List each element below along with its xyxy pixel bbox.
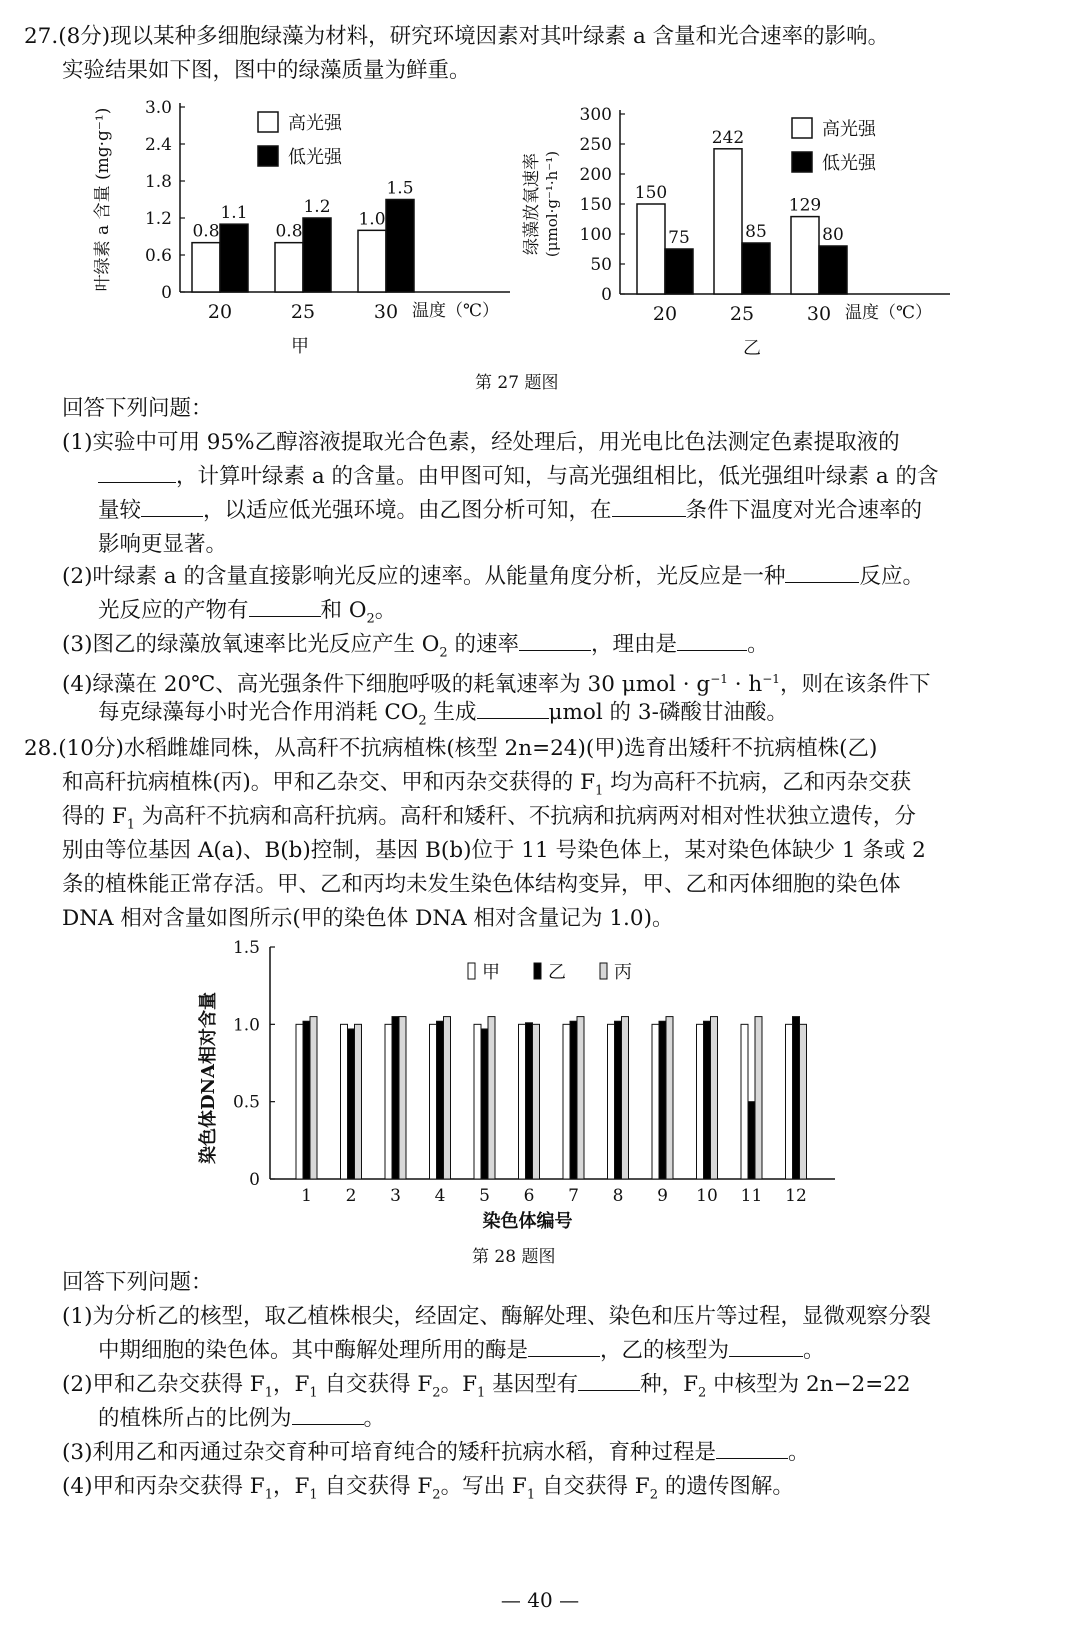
bar	[577, 1017, 584, 1179]
bar	[697, 1024, 704, 1179]
legend-label: 低光强	[822, 153, 876, 174]
y-tick-label: 0	[161, 283, 172, 303]
x-tick-label: 5	[479, 1186, 490, 1206]
q28-line1: 28.(10分)水稻雌雄同株，从高秆不抗病植株(核型 2n=24)(甲)选育出矮秆不抗病植株(乙)	[24, 736, 878, 761]
y-tick-label: 1.2	[144, 209, 172, 229]
q27-p4-text: 每克绿藻每小时光合作用消耗 CO	[98, 700, 419, 725]
answer-blank[interactable]	[716, 1438, 788, 1459]
y-tick-label: 200	[579, 165, 612, 185]
superscript: −1	[762, 672, 780, 686]
q27-figure-caption: 第 27 题图	[475, 373, 559, 393]
subscript: 1	[309, 1487, 318, 1503]
y-tick-label: 0	[249, 1170, 260, 1190]
answer-blank[interactable]	[677, 630, 747, 651]
chart-label: 乙	[743, 338, 761, 359]
subscript: 1	[309, 1385, 318, 1401]
page-number: — 40 —	[500, 1588, 580, 1612]
answer-blank[interactable]	[785, 562, 859, 583]
answer-blank[interactable]	[98, 462, 176, 483]
subscript: 2	[439, 645, 448, 661]
q27-intro-line1: 27.(8分)现以某种多细胞绿藻为材料，研究环境因素对其叶绿素 a 含量和光合速率的影响。	[24, 24, 890, 49]
q27-p2-text: 。	[374, 598, 397, 623]
q28-p4-text: 自交获得 F	[317, 1474, 433, 1499]
answer-blank[interactable]	[141, 496, 203, 517]
answer-blank[interactable]	[612, 496, 686, 517]
q28-p1-line2	[98, 1336, 825, 1366]
bar	[659, 1021, 666, 1179]
q28-p4-text: (4)甲和丙杂交获得 F	[62, 1474, 265, 1499]
bar	[793, 1017, 800, 1179]
legend-label: 甲	[482, 962, 500, 983]
y-tick-label: 50	[590, 255, 612, 275]
q27-answer-header: 回答下列问题：	[62, 396, 213, 421]
q28-p1-text: ，乙的核型为	[600, 1338, 730, 1363]
subscript: 1	[126, 817, 136, 833]
data-label: 0.8	[275, 221, 303, 242]
bar	[296, 1024, 303, 1179]
q27-p2-text: (2)叶绿素 a 的含量直接影响光反应的速率。从能量角度分析，光反应是一种	[62, 564, 786, 589]
q28-line6: DNA 相对含量如图所示(甲的染色体 DNA 相对含量记为 1.0)。	[62, 906, 674, 931]
x-tick-label: 12	[785, 1186, 807, 1206]
q28-text: 为高秆不抗病和高秆抗病。高秆和矮秆、不抗病和抗病两对相对性状独立遗传，分	[135, 804, 916, 829]
q28-line5: 条的植株能正常存活。甲、乙和丙均未发生染色体结构变异，甲、乙和丙体细胞的染色体	[62, 872, 901, 897]
bar	[399, 1017, 406, 1179]
y-tick-label: 0.6	[144, 246, 172, 266]
legend-label: 低光强	[288, 147, 342, 168]
x-axis-label: 温度（℃）	[845, 303, 933, 323]
legend-label: 丙	[614, 962, 632, 983]
bar	[341, 1024, 348, 1179]
q28-p1-text: 。	[803, 1338, 825, 1363]
q28-p1-text: 中期细胞的染色体。其中酶解处理所用的酶是	[98, 1338, 529, 1363]
y-axis-label: 叶绿素 a 含量 (mg·g⁻¹)	[93, 107, 113, 292]
q28-p2-text: 自交获得 F	[317, 1372, 433, 1397]
legend-swatch	[600, 963, 607, 979]
data-label: 1.2	[303, 197, 331, 217]
q28-p2-line1	[62, 1370, 911, 1408]
q28-p2-text: (2)甲和乙杂交获得 F	[62, 1372, 265, 1397]
answer-blank[interactable]	[477, 698, 549, 719]
bar	[481, 1029, 488, 1179]
q28-p4-text: 自交获得 F	[535, 1474, 650, 1499]
answer-blank[interactable]	[292, 1404, 364, 1425]
bar	[622, 1017, 629, 1179]
bar	[355, 1024, 362, 1179]
data-label: 0.8	[192, 221, 220, 242]
q28-p2-text: 基因型有	[485, 1372, 579, 1397]
bar	[791, 217, 819, 294]
q28-p3-text: (3)利用乙和丙通过杂交育种可培育纯合的矮秆抗病水稻，育种过程是	[62, 1440, 716, 1465]
q27-p2-text: 光反应的产物有	[98, 598, 249, 623]
q27-p1-line4: 影响更显著。	[98, 532, 228, 557]
q28-line2	[62, 768, 911, 806]
subscript: 1	[264, 1487, 273, 1503]
q28-p2-text: 。F	[440, 1372, 477, 1397]
q27-p1-text: ，以适应低光强环境。由乙图分析可知，在	[203, 498, 612, 523]
x-tick-label: 20	[207, 301, 233, 323]
q28-p4-text: 的遗传图解。	[658, 1474, 794, 1499]
q27-p4-line2	[98, 698, 788, 736]
y-tick-label: 250	[579, 135, 612, 155]
data-label: 1.1	[220, 203, 248, 224]
subscript: 2	[698, 1385, 707, 1401]
legend-label: 高光强	[822, 119, 876, 140]
bar	[665, 249, 693, 294]
q28-p2-text: 的植株所占的比例为	[98, 1406, 292, 1431]
q27-p4-text: ，则在该条件下	[779, 672, 931, 698]
answer-blank[interactable]	[729, 1336, 803, 1357]
bar	[637, 204, 665, 294]
q27-p4-text: (4)绿藻在 20℃、高光强条件下细胞呼吸的耗氧速率为 30 μmol · g	[62, 672, 711, 698]
q27-p1-text: ，计算叶绿素 a 的含量。由甲图可知，与高光强组相比，低光强组叶绿素 a 的含	[176, 464, 939, 489]
bar	[474, 1024, 481, 1179]
legend-swatch	[534, 963, 541, 979]
q28-p4-text: 。写出 F	[440, 1474, 527, 1499]
q27-p2-line1	[62, 562, 924, 592]
x-tick-label: 7	[568, 1186, 579, 1206]
y-tick-label: 1.8	[144, 172, 172, 192]
chart-yi	[515, 92, 975, 372]
y-axis-unit-label: (μmol·g⁻¹·h⁻¹)	[543, 150, 561, 258]
q28-text: 均为高秆不抗病，乙和丙杂交获	[603, 770, 912, 795]
q28-p3-line1	[62, 1438, 809, 1468]
q27-p3-text: ，理由是	[591, 632, 678, 657]
q27-p1-text: 量较	[98, 498, 142, 523]
subscript: 1	[477, 1385, 486, 1401]
y-tick-label: 1.5	[232, 938, 260, 958]
bar	[526, 1023, 533, 1179]
data-label: 85	[745, 222, 767, 242]
data-label: 75	[668, 228, 690, 248]
x-tick-label: 4	[434, 1186, 446, 1206]
x-tick-label: 25	[290, 301, 316, 323]
legend-swatch	[258, 112, 278, 132]
data-label: 129	[788, 195, 822, 216]
q28-p2-text: 。	[363, 1406, 386, 1431]
q27-p1-line1: (1)实验中可用 95%乙醇溶液提取光合色素，经处理后，用光电比色法测定色素提取液的	[62, 430, 900, 455]
subscript: 2	[366, 611, 375, 627]
answer-blank[interactable]	[578, 1370, 640, 1391]
bar	[819, 246, 847, 294]
answer-blank[interactable]	[528, 1336, 600, 1357]
y-tick-label: 150	[579, 195, 612, 215]
x-tick-label: 2	[345, 1186, 357, 1206]
y-tick-label: 2.4	[144, 135, 172, 155]
x-tick-label: 8	[612, 1186, 624, 1206]
q27-p1-text: 条件下温度对光合速率的	[685, 498, 923, 523]
x-tick-label: 11	[740, 1186, 763, 1206]
legend-swatch	[792, 118, 812, 138]
y-axis-label: 绿藻放氧速率	[522, 153, 542, 255]
data-label: 242	[711, 127, 745, 148]
bar	[303, 218, 331, 292]
q28-p4-text: ，F	[273, 1474, 310, 1499]
bar	[444, 1017, 451, 1179]
bar	[800, 1024, 807, 1179]
q27-p1-line3	[98, 496, 922, 526]
q28-line3	[62, 802, 916, 840]
bar	[220, 224, 248, 292]
q28-p2-line2	[98, 1404, 385, 1434]
bar	[704, 1021, 711, 1179]
x-tick-label: 30	[806, 303, 832, 325]
y-tick-label: 0.5	[232, 1092, 260, 1113]
bar	[748, 1102, 755, 1179]
chart-label: 甲	[291, 336, 309, 357]
q27-p2-line2	[98, 596, 396, 634]
x-tick-label: 6	[523, 1186, 535, 1206]
superscript: −1	[710, 672, 728, 686]
data-label: 150	[634, 183, 668, 203]
q28-p3-text: 。	[787, 1440, 810, 1465]
data-label: 1.0	[358, 209, 386, 230]
x-tick-label: 25	[729, 303, 755, 325]
subscript: 2	[649, 1487, 658, 1503]
answer-blank[interactable]	[249, 596, 321, 617]
q27-p1-line2	[98, 462, 938, 492]
subscript: 1	[264, 1385, 273, 1401]
data-label: 1.5	[386, 178, 414, 199]
bar	[386, 200, 414, 293]
data-label: 80	[822, 225, 844, 245]
q28-text: 得的 F	[62, 804, 127, 829]
bar	[608, 1024, 615, 1179]
bar	[192, 243, 220, 292]
x-axis-label: 染色体编号	[482, 1211, 573, 1232]
bar	[488, 1017, 495, 1179]
q28-figure-caption: 第 28 题图	[472, 1247, 556, 1267]
y-tick-label: 1.0	[232, 1015, 260, 1036]
subscript: 2	[432, 1487, 441, 1503]
y-tick-label: 100	[579, 225, 612, 245]
subscript: 1	[526, 1487, 536, 1503]
bar	[786, 1024, 793, 1179]
x-tick-label: 20	[652, 303, 678, 325]
bar	[303, 1021, 310, 1179]
q28-line4: 别由等位基因 A(a)、B(b)控制，基因 B(b)位于 11 号染色体上，某对染色体缺少 1 条或 2	[62, 838, 926, 863]
chart-chromosome-dna	[190, 935, 890, 1235]
bar	[615, 1021, 622, 1179]
bar	[519, 1024, 526, 1179]
y-tick-label: 3.0	[144, 98, 172, 118]
bar	[392, 1017, 399, 1179]
x-tick-label: 3	[390, 1186, 401, 1206]
q28-p2-text: ，F	[273, 1372, 310, 1397]
bar	[533, 1024, 540, 1179]
q27-intro-line2: 实验结果如下图，图中的绿藻质量为鲜重。	[62, 58, 471, 83]
bar	[755, 1017, 762, 1179]
bar	[275, 243, 303, 292]
subscript: 1	[595, 783, 604, 799]
q27-p2-text: 和 O	[320, 598, 367, 623]
q27-p3-text: 。	[747, 632, 769, 657]
chart-jia	[90, 92, 550, 372]
q27-p4-line1	[62, 664, 930, 700]
q28-p2-text: 种，F	[640, 1372, 699, 1397]
q28-p4-line1	[62, 1472, 794, 1510]
q27-p4-text: μmol 的 3-磷酸甘油酸。	[548, 700, 788, 725]
q28-p1-line1: (1)为分析乙的核型，取乙植株根尖，经固定、酶解处理、染色和压片等过程，显微观察分裂	[62, 1304, 931, 1329]
q27-p3-text: 的速率	[447, 632, 520, 657]
q28-text: 和高秆抗病植株(丙)。甲和乙杂交、甲和丙杂交获得的 F	[62, 770, 596, 795]
x-tick-label: 9	[657, 1186, 668, 1206]
y-axis-label: 染色体DNA相对含量	[198, 991, 219, 1165]
q28-answer-header: 回答下列问题：	[62, 1270, 213, 1295]
bar	[666, 1017, 673, 1179]
q27-p4-text: 生成	[426, 700, 477, 725]
x-tick-label: 10	[696, 1186, 718, 1206]
q27-p2-text: 反应。	[859, 564, 924, 589]
bar	[348, 1029, 355, 1179]
bar	[437, 1021, 444, 1179]
bar	[652, 1024, 659, 1179]
bar	[570, 1021, 577, 1179]
q27-p4-text: · h	[727, 672, 763, 698]
x-tick-label: 1	[301, 1186, 312, 1206]
legend-swatch	[258, 146, 278, 166]
y-tick-label: 300	[579, 105, 612, 125]
bar	[310, 1017, 317, 1179]
subscript: 2	[432, 1385, 441, 1401]
subscript: 2	[418, 713, 427, 729]
legend-swatch	[792, 152, 812, 172]
q27-p3-line1	[62, 630, 769, 668]
x-axis-label: 温度（℃）	[412, 301, 500, 321]
bar	[742, 243, 770, 294]
q28-p2-text: 中核型为 2n−2=22	[706, 1372, 911, 1397]
legend-swatch	[468, 963, 475, 979]
legend-label: 乙	[548, 962, 566, 983]
legend-label: 高光强	[288, 113, 342, 134]
bar	[385, 1024, 392, 1179]
x-tick-label: 30	[373, 301, 399, 323]
answer-blank[interactable]	[519, 630, 591, 651]
y-tick-label: 0	[601, 285, 612, 305]
bar	[358, 230, 386, 292]
bar	[711, 1017, 718, 1179]
bar	[714, 149, 742, 294]
bar	[563, 1024, 570, 1179]
bar	[430, 1024, 437, 1179]
bar	[741, 1024, 748, 1179]
q27-p3-text: (3)图乙的绿藻放氧速率比光反应产生 O	[62, 632, 440, 657]
